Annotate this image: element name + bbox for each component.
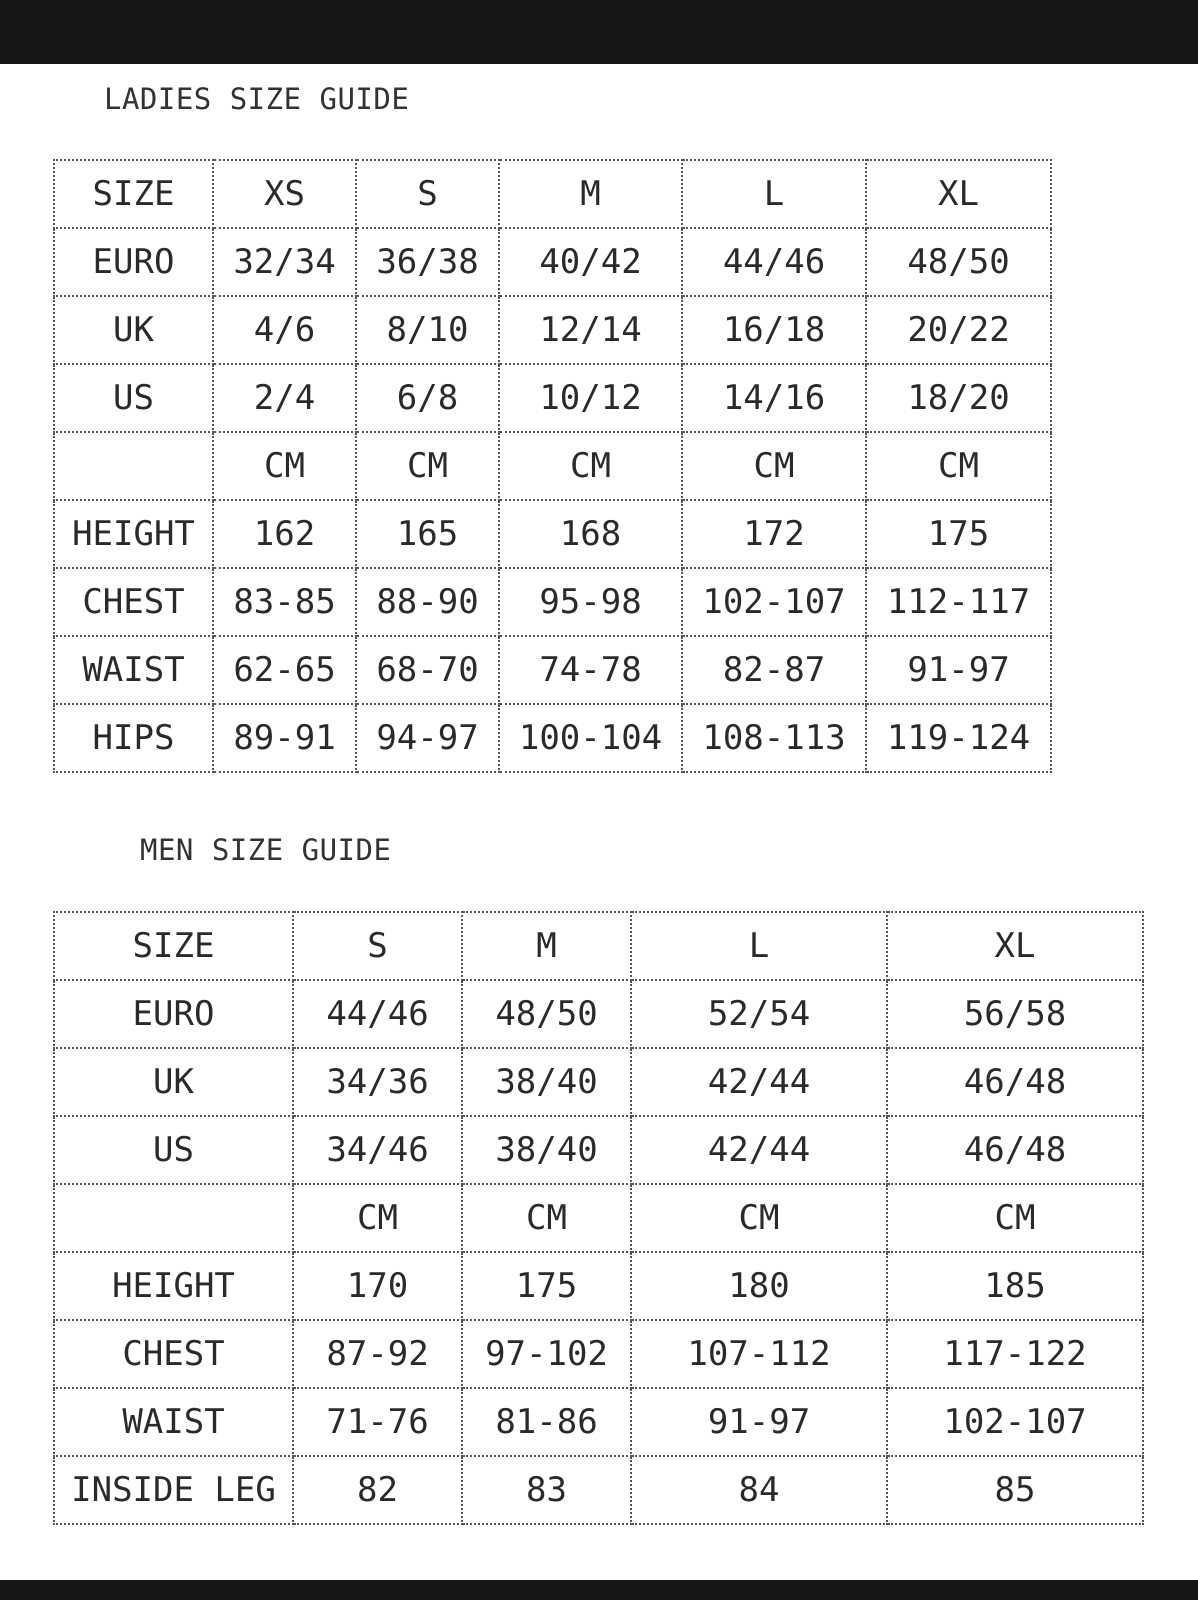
- table-row: [54, 1116, 1143, 1184]
- table-cell: CM: [631, 1184, 887, 1252]
- table-cell: 94-97: [356, 704, 499, 772]
- top-dark-bar: [0, 0, 1198, 64]
- table-row: [54, 1184, 1143, 1252]
- table-cell: 56/58: [887, 980, 1143, 1048]
- size-header-cell: M: [462, 912, 631, 980]
- table-cell: CM: [866, 432, 1051, 500]
- table-cell: CM: [499, 432, 682, 500]
- table-cell: 84: [631, 1456, 887, 1524]
- row-header-cell: UK: [54, 296, 213, 364]
- row-header-cell: [54, 432, 213, 500]
- table-cell: 91-97: [631, 1388, 887, 1456]
- size-header-cell: L: [682, 160, 866, 228]
- table-cell: 8/10: [356, 296, 499, 364]
- table-cell: 48/50: [462, 980, 631, 1048]
- table-row: [54, 636, 1051, 704]
- row-header-cell: CHEST: [54, 568, 213, 636]
- table-cell: 71-76: [293, 1388, 462, 1456]
- table-cell: 82: [293, 1456, 462, 1524]
- row-header-cell: US: [54, 364, 213, 432]
- table-row: [54, 1320, 1143, 1388]
- table-row: [54, 160, 1051, 228]
- row-header-cell: HIPS: [54, 704, 213, 772]
- table-cell: 89-91: [213, 704, 356, 772]
- table-cell: 18/20: [866, 364, 1051, 432]
- table-cell: 112-117: [866, 568, 1051, 636]
- men-size-guide-title: MEN SIZE GUIDE: [140, 833, 392, 867]
- table-cell: 81-86: [462, 1388, 631, 1456]
- table-cell: 170: [293, 1252, 462, 1320]
- table-cell: 185: [887, 1252, 1143, 1320]
- table-cell: 14/16: [682, 364, 866, 432]
- bottom-dark-bar: [0, 1580, 1198, 1600]
- table-cell: 32/34: [213, 228, 356, 296]
- table-cell: 2/4: [213, 364, 356, 432]
- men-size-table: [53, 911, 1144, 1525]
- table-cell: 46/48: [887, 1116, 1143, 1184]
- size-header-cell: S: [293, 912, 462, 980]
- table-row: [54, 296, 1051, 364]
- table-cell: 83: [462, 1456, 631, 1524]
- row-header-cell: HEIGHT: [54, 500, 213, 568]
- table-cell: 95-98: [499, 568, 682, 636]
- table-cell: 34/46: [293, 1116, 462, 1184]
- table-cell: 16/18: [682, 296, 866, 364]
- table-cell: 12/14: [499, 296, 682, 364]
- table-cell: CM: [682, 432, 866, 500]
- row-header-cell: WAIST: [54, 636, 213, 704]
- table-row: [54, 1456, 1143, 1524]
- table-cell: 165: [356, 500, 499, 568]
- table-cell: 162: [213, 500, 356, 568]
- ladies-size-table: [53, 159, 1052, 773]
- row-header-cell: US: [54, 1116, 293, 1184]
- table-cell: 172: [682, 500, 866, 568]
- size-header-cell: XS: [213, 160, 356, 228]
- table-cell: 46/48: [887, 1048, 1143, 1116]
- row-header-cell: INSIDE LEG: [54, 1456, 293, 1524]
- table-cell: 34/36: [293, 1048, 462, 1116]
- table-row: [54, 704, 1051, 772]
- table-cell: 48/50: [866, 228, 1051, 296]
- table-cell: 88-90: [356, 568, 499, 636]
- table-cell: 119-124: [866, 704, 1051, 772]
- ladies-size-guide-title: LADIES SIZE GUIDE: [104, 82, 410, 116]
- table-row: [54, 500, 1051, 568]
- table-cell: 87-92: [293, 1320, 462, 1388]
- table-cell: 175: [866, 500, 1051, 568]
- table-cell: 42/44: [631, 1116, 887, 1184]
- size-header-cell: S: [356, 160, 499, 228]
- row-header-cell: SIZE: [54, 912, 293, 980]
- table-cell: CM: [213, 432, 356, 500]
- table-row: [54, 1388, 1143, 1456]
- table-row: [54, 980, 1143, 1048]
- table-cell: 117-122: [887, 1320, 1143, 1388]
- table-cell: 107-112: [631, 1320, 887, 1388]
- table-cell: 74-78: [499, 636, 682, 704]
- table-cell: 40/42: [499, 228, 682, 296]
- table-cell: 36/38: [356, 228, 499, 296]
- row-header-cell: UK: [54, 1048, 293, 1116]
- row-header-cell: SIZE: [54, 160, 213, 228]
- table-cell: 42/44: [631, 1048, 887, 1116]
- table-row: [54, 912, 1143, 980]
- row-header-cell: [54, 1184, 293, 1252]
- table-cell: 100-104: [499, 704, 682, 772]
- table-cell: 10/12: [499, 364, 682, 432]
- table-row: [54, 432, 1051, 500]
- table-cell: 38/40: [462, 1048, 631, 1116]
- table-cell: 62-65: [213, 636, 356, 704]
- table-cell: 180: [631, 1252, 887, 1320]
- table-cell: 97-102: [462, 1320, 631, 1388]
- table-cell: 6/8: [356, 364, 499, 432]
- table-row: [54, 228, 1051, 296]
- table-cell: 91-97: [866, 636, 1051, 704]
- table-cell: 83-85: [213, 568, 356, 636]
- table-row: [54, 568, 1051, 636]
- table-cell: 38/40: [462, 1116, 631, 1184]
- table-row: [54, 364, 1051, 432]
- table-cell: 85: [887, 1456, 1143, 1524]
- table-cell: 102-107: [887, 1388, 1143, 1456]
- table-cell: 168: [499, 500, 682, 568]
- table-row: [54, 1048, 1143, 1116]
- table-cell: 102-107: [682, 568, 866, 636]
- size-header-cell: M: [499, 160, 682, 228]
- table-cell: 108-113: [682, 704, 866, 772]
- table-cell: 82-87: [682, 636, 866, 704]
- size-header-cell: L: [631, 912, 887, 980]
- table-cell: 4/6: [213, 296, 356, 364]
- table-cell: CM: [356, 432, 499, 500]
- table-cell: 175: [462, 1252, 631, 1320]
- size-header-cell: XL: [887, 912, 1143, 980]
- row-header-cell: HEIGHT: [54, 1252, 293, 1320]
- table-row: [54, 1252, 1143, 1320]
- size-header-cell: XL: [866, 160, 1051, 228]
- table-cell: CM: [462, 1184, 631, 1252]
- table-cell: CM: [887, 1184, 1143, 1252]
- table-cell: 44/46: [682, 228, 866, 296]
- table-cell: 44/46: [293, 980, 462, 1048]
- table-cell: CM: [293, 1184, 462, 1252]
- row-header-cell: CHEST: [54, 1320, 293, 1388]
- table-cell: 20/22: [866, 296, 1051, 364]
- table-cell: 52/54: [631, 980, 887, 1048]
- row-header-cell: EURO: [54, 228, 213, 296]
- row-header-cell: WAIST: [54, 1388, 293, 1456]
- table-cell: 68-70: [356, 636, 499, 704]
- row-header-cell: EURO: [54, 980, 293, 1048]
